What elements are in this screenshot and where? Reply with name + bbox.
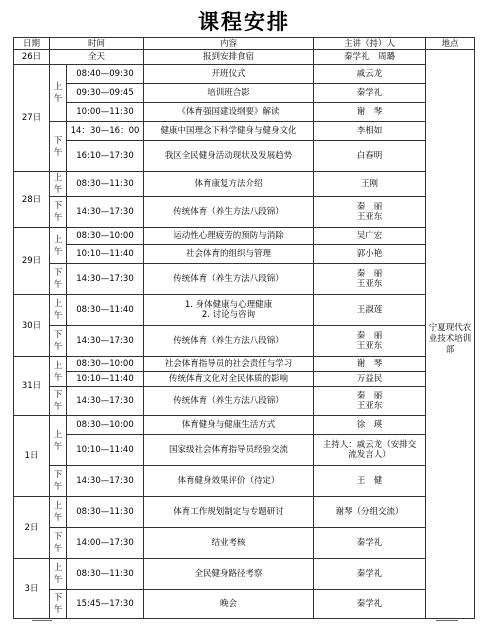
host-line: 流发言人） — [348, 450, 391, 460]
time-cell: 08:30—11:30 — [67, 497, 144, 528]
time-cell: 14:00—17:30 — [67, 528, 144, 559]
content-cell: 传统体育（养生方法八段锦） — [144, 387, 314, 416]
half-day-cell: 下午 — [50, 122, 67, 172]
place-cell: 宁夏现代农业技术培训部 — [426, 50, 475, 619]
table-row — [14, 357, 475, 372]
time-cell: 10:10—11:40 — [67, 372, 144, 387]
half-day-cell: 下午 — [50, 326, 67, 357]
host-line: 王亚东 — [356, 401, 383, 411]
date-cell: 3日 — [14, 559, 50, 619]
host-cell: 王淑莲 — [314, 295, 426, 326]
host-cell: 吴广宏 — [314, 228, 426, 245]
host-cell: 秦学礼 周璐 — [314, 50, 426, 65]
content-cell: 健康中国理念下科学健身与健身文化 — [144, 122, 314, 141]
table-row — [14, 197, 475, 228]
content-cell: 晚会 — [144, 590, 314, 619]
time-cell: 08:30—10:00 — [67, 357, 144, 372]
time-cell: 全天 — [50, 50, 144, 65]
table-header-row — [14, 38, 475, 50]
time-cell: 10:10—11:40 — [67, 435, 144, 466]
host-cell: 王 健 — [314, 466, 426, 497]
time-cell: 14:30—17:30 — [67, 264, 144, 295]
table-row — [14, 559, 475, 590]
half-day-cell: 下午 — [50, 590, 67, 619]
date-cell: 1日 — [14, 416, 50, 497]
time-cell: 08:30—11:30 — [67, 559, 144, 590]
page-title: 课程安排 — [198, 9, 290, 34]
table-row — [14, 245, 475, 264]
table-row — [14, 326, 475, 357]
host-line: 秦 丽 — [356, 391, 383, 401]
content-cell: 运动性心理疲劳的预防与消除 — [144, 228, 314, 245]
header-host: 主讲（持）人 — [314, 38, 426, 50]
table-row — [14, 497, 475, 528]
host-cell: 秦学礼 — [314, 559, 426, 590]
header-content: 内容 — [144, 38, 314, 50]
host-line: 秦 丽 — [356, 331, 383, 341]
footer-rule — [32, 620, 52, 621]
table-row — [14, 141, 475, 172]
date-cell: 28日 — [14, 172, 50, 228]
host-cell: 李相如 — [314, 122, 426, 141]
host-cell — [314, 264, 426, 295]
table-row — [14, 435, 475, 466]
table-row — [14, 122, 475, 141]
content-cell: 传统体育（养生方法八段锦） — [144, 264, 314, 295]
date-cell: 26日 — [14, 50, 50, 65]
footer-rule — [436, 620, 458, 621]
half-day-cell: 下午 — [50, 264, 67, 295]
host-cell: 徐 瑛 — [314, 416, 426, 435]
table-row — [14, 590, 475, 619]
time-cell: 15:45—17:30 — [67, 590, 144, 619]
half-day-cell: 上午 — [50, 228, 67, 264]
table-row — [14, 228, 475, 245]
half-day-cell: 上午 — [50, 65, 67, 122]
table-row — [14, 264, 475, 295]
time-cell: 08:30—10:00 — [67, 228, 144, 245]
table-row — [14, 387, 475, 416]
content-cell — [144, 295, 314, 326]
table-row — [14, 172, 475, 197]
half-day-cell: 上午 — [50, 295, 67, 326]
content-cell: 体育健身效果评价（待定） — [144, 466, 314, 497]
host-cell: 秦学礼 — [314, 528, 426, 559]
date-cell: 27日 — [14, 65, 50, 172]
host-cell — [314, 387, 426, 416]
host-line: 秦 丽 — [356, 269, 383, 279]
content-cell: 我区全民健身活动现状及发展趋势 — [144, 141, 314, 172]
half-day-cell: 上午 — [50, 357, 67, 387]
time-cell: 08:40—09:30 — [67, 65, 144, 84]
time-cell: 14:30—17:30 — [67, 197, 144, 228]
table-row — [14, 528, 475, 559]
date-cell: 30日 — [14, 295, 50, 357]
content-cell: 传统体育（养生方法八段锦） — [144, 326, 314, 357]
content-line: 2. 讨论与咨询 — [201, 310, 256, 320]
table-row — [14, 50, 475, 65]
half-day-cell: 下午 — [50, 387, 67, 416]
table-row — [14, 84, 475, 103]
content-cell: 培训班合影 — [144, 84, 314, 103]
content-cell: 报到安排食宿 — [144, 50, 314, 65]
half-day-cell: 下午 — [50, 528, 67, 559]
time-cell: 16:10—17:30 — [67, 141, 144, 172]
header-place: 地点 — [426, 38, 475, 50]
date-cell: 29日 — [14, 228, 50, 295]
table-row — [14, 295, 475, 326]
content-cell: 体育康复方法介绍 — [144, 172, 314, 197]
time-cell: 09:30—09:45 — [67, 84, 144, 103]
time-cell: 14:30—17:30 — [67, 466, 144, 497]
host-cell: 秦学礼 — [314, 590, 426, 619]
host-line: 主持人：戚云龙（安排交 — [322, 440, 417, 450]
content-cell: 开班仪式 — [144, 65, 314, 84]
host-cell: 谢 琴 — [314, 357, 426, 372]
host-cell: 谢 琴 — [314, 103, 426, 122]
host-line: 秦 丽 — [356, 202, 383, 212]
half-day-cell: 上午 — [50, 416, 67, 466]
table-row — [14, 65, 475, 84]
half-day-cell: 上午 — [50, 172, 67, 197]
content-cell: 体育工作规划制定与专题研讨 — [144, 497, 314, 528]
table-row — [14, 466, 475, 497]
header-date: 日期 — [14, 38, 50, 50]
half-day-cell: 下午 — [50, 466, 67, 497]
host-cell: 戚云龙 — [314, 65, 426, 84]
host-cell: 谢琴（分组交流） — [314, 497, 426, 528]
date-cell: 31日 — [14, 357, 50, 416]
host-cell — [314, 197, 426, 228]
content-cell: 《体育强国建设纲要》解读 — [144, 103, 314, 122]
content-cell: 社会体育的组织与管理 — [144, 245, 314, 264]
host-cell: 万益民 — [314, 372, 426, 387]
host-line: 王亚东 — [356, 279, 383, 289]
content-cell: 结业考核 — [144, 528, 314, 559]
content-cell: 传统体育文化对全民体质的影响 — [144, 372, 314, 387]
time-cell: 08:30—10:00 — [67, 416, 144, 435]
half-day-cell: 上午 — [50, 559, 67, 590]
content-line: 1. 身体健康与心理健康 — [184, 300, 273, 310]
content-cell: 传统体育（养生方法八段锦） — [144, 197, 314, 228]
content-cell: 社会体育指导员的社会责任与学习 — [144, 357, 314, 372]
host-line: 王亚东 — [356, 212, 383, 222]
content-cell: 全民健身路径考察 — [144, 559, 314, 590]
host-cell: 王刚 — [314, 172, 426, 197]
host-cell: 郭小艳 — [314, 245, 426, 264]
host-cell — [314, 435, 426, 466]
table-row — [14, 416, 475, 435]
schedule-table — [13, 37, 475, 619]
content-cell: 国家级社会体育指导员经验交流 — [144, 435, 314, 466]
time-cell: 08:30—11:30 — [67, 172, 144, 197]
time-cell: 10:00—11:30 — [67, 103, 144, 122]
time-cell: 14:30—17:30 — [67, 387, 144, 416]
half-day-cell: 上午 — [50, 497, 67, 528]
half-day-cell: 下午 — [50, 197, 67, 228]
content-cell: 体育健身与健康生活方式 — [144, 416, 314, 435]
time-cell: 08:30—11:40 — [67, 295, 144, 326]
time-cell: 14：30—16：00 — [67, 122, 144, 141]
host-cell: 白春明 — [314, 141, 426, 172]
time-cell: 14:30—17:30 — [67, 326, 144, 357]
date-cell: 2日 — [14, 497, 50, 559]
table-row — [14, 103, 475, 122]
host-cell — [314, 326, 426, 357]
host-cell: 秦学礼 — [314, 84, 426, 103]
header-time: 时间 — [50, 38, 144, 50]
host-line: 王亚东 — [356, 341, 383, 351]
table-row — [14, 372, 475, 387]
time-cell: 10:10—11:40 — [67, 245, 144, 264]
